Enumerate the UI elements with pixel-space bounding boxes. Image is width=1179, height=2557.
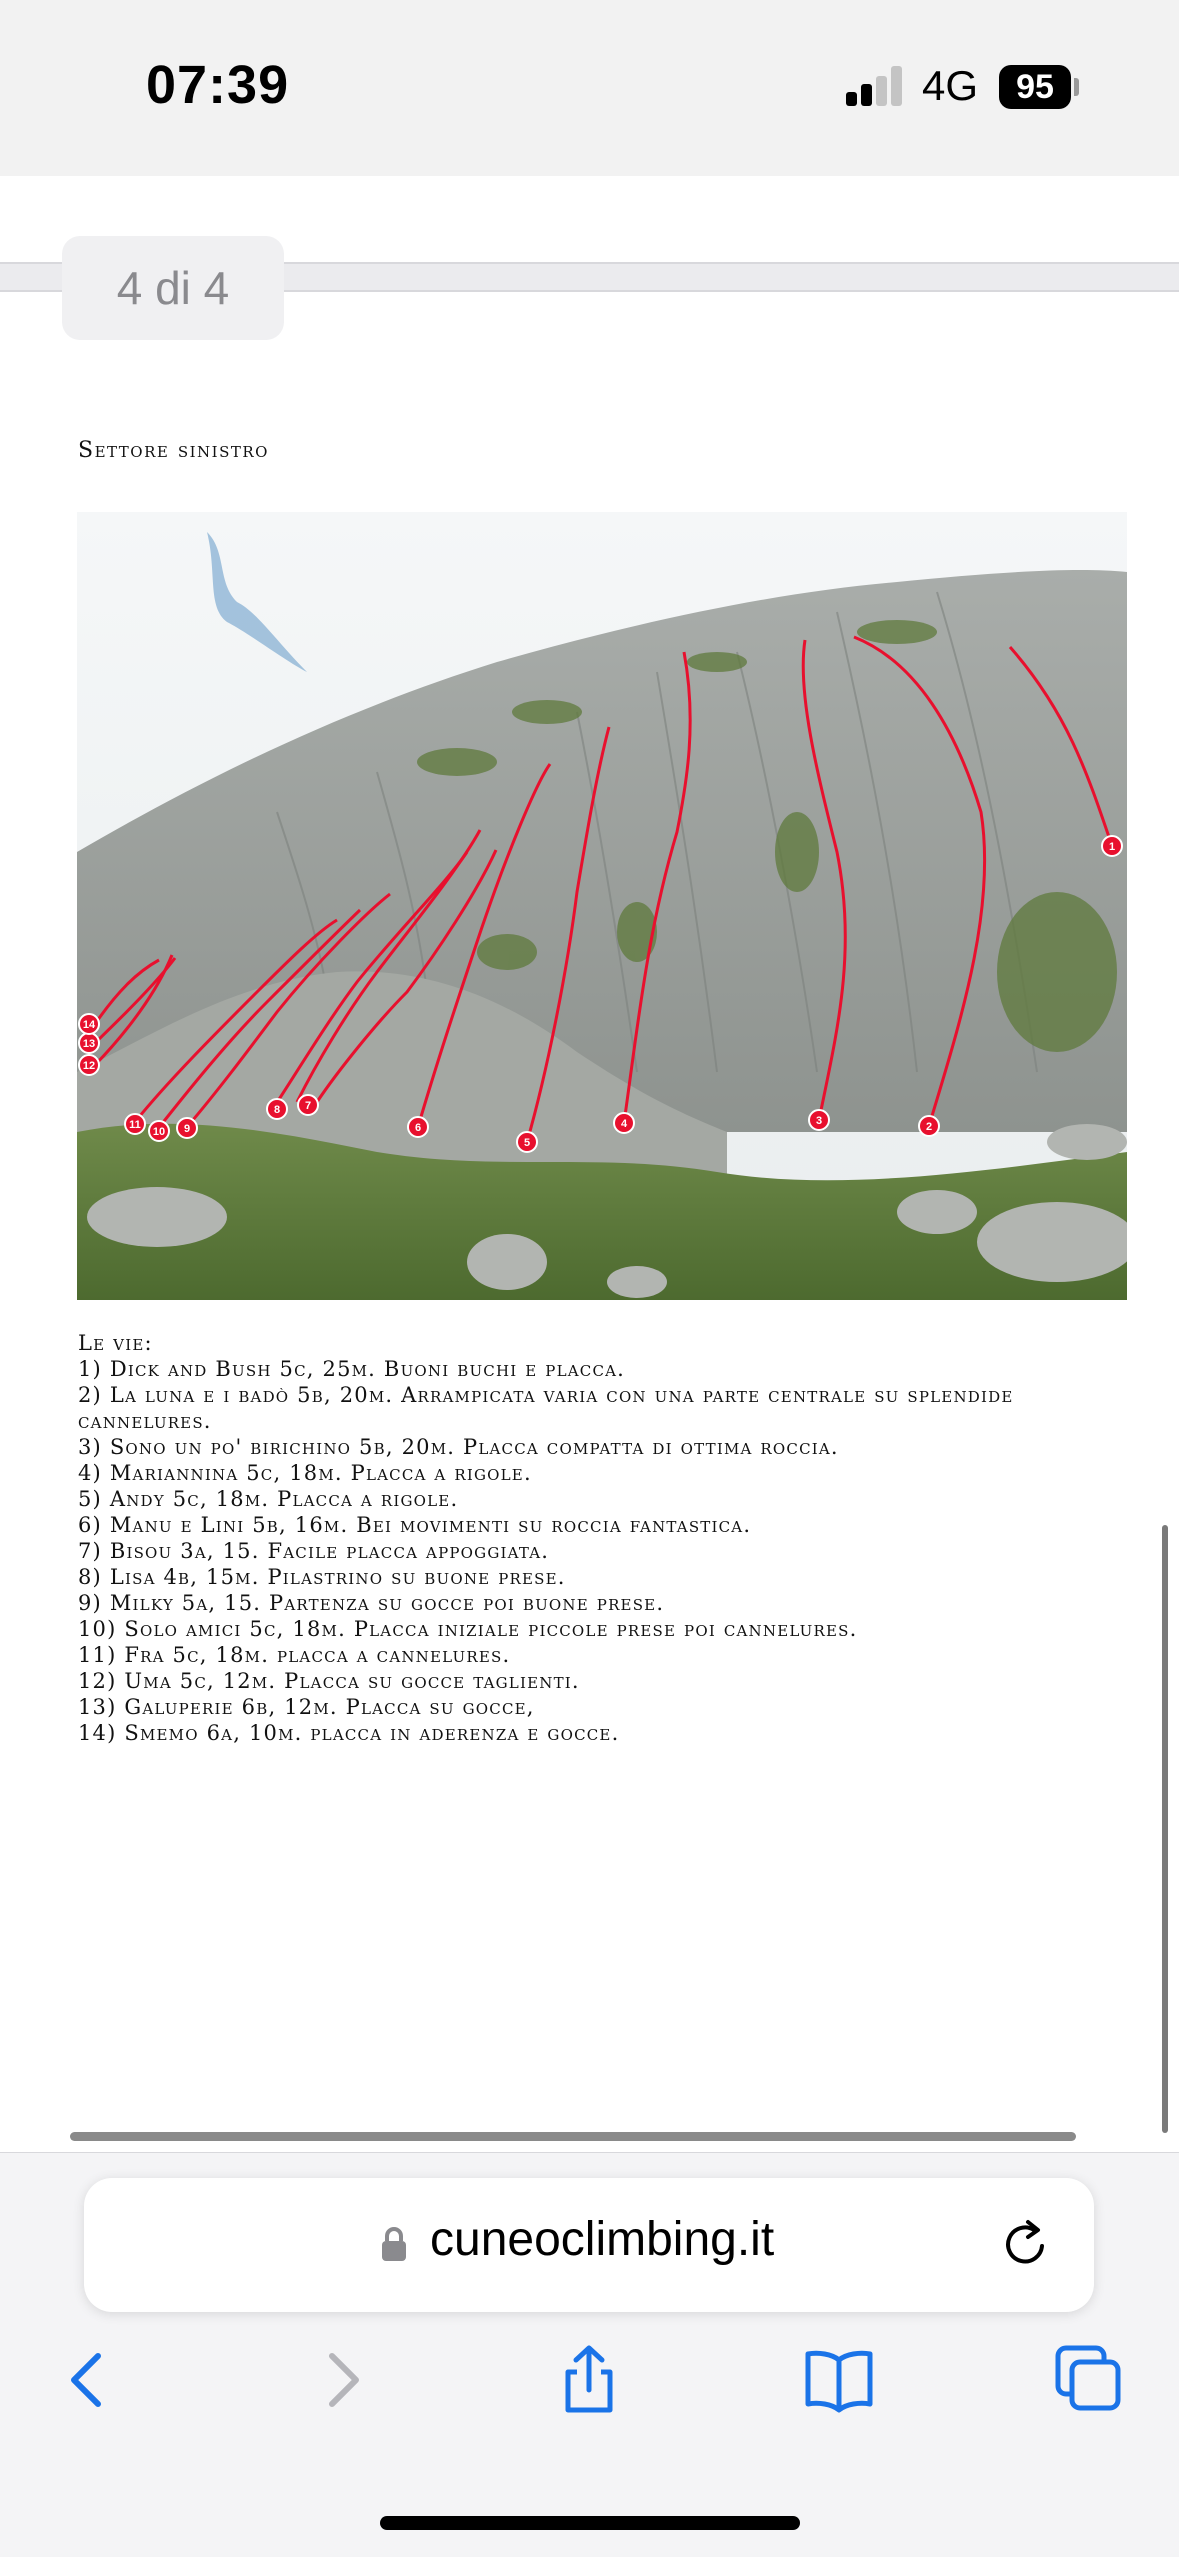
document-title: Settore sinistro (78, 438, 269, 463)
routes-list (78, 1330, 1128, 1746)
route-item: 12) Uma 5c, 12m. Placca su gocce taglienti. (78, 1669, 580, 1693)
status-bar (0, 0, 1179, 176)
route-marker: 14 (82, 1019, 96, 1031)
home-indicator (380, 2516, 800, 2530)
forward-icon[interactable] (308, 2344, 378, 2414)
route-marker: 2 (925, 1121, 933, 1133)
route-item: 13) Galuperie 6b, 12m. Placca su gocce, (78, 1695, 535, 1719)
share-icon[interactable] (554, 2344, 624, 2414)
route-item: 4) Mariannina 5c, 18m. Placca a rigole. (78, 1461, 532, 1485)
network-type: 4G (922, 62, 979, 109)
route-marker: 1 (1108, 841, 1116, 853)
horizontal-scrollbar[interactable] (70, 2132, 1076, 2141)
route-item: 10) Solo amici 5c, 18m. Placca iniziale piccole prese poi cannelures. (78, 1617, 858, 1641)
route-marker: 7 (304, 1100, 312, 1112)
route-marker: 10 (152, 1126, 166, 1138)
crag-photo (77, 512, 1127, 1300)
route-marker: 4 (620, 1118, 628, 1130)
back-icon[interactable] (52, 2344, 122, 2414)
route-item: 11) Fra 5c, 18m. placca a cannelures. (78, 1643, 511, 1667)
lock-icon (380, 2226, 408, 2262)
route-item: 3) Sono un po' birichino 5b, 20m. Placca compatta di ottima roccia. (78, 1435, 839, 1459)
page-indicator: 4 di 4 (62, 236, 284, 340)
tabs-icon[interactable] (1054, 2344, 1124, 2414)
route-marker: 12 (82, 1060, 96, 1072)
route-marker: 5 (523, 1137, 531, 1149)
route-marker: 13 (82, 1038, 96, 1050)
url-text[interactable]: cuneoclimbing.it (430, 2213, 775, 2266)
reload-icon[interactable] (998, 2216, 1054, 2272)
battery-level: 95 (999, 65, 1071, 109)
route-marker: 6 (414, 1122, 422, 1134)
cellular-signal-icon (846, 66, 904, 106)
route-marker: 3 (815, 1115, 823, 1127)
bookmarks-icon[interactable] (804, 2344, 874, 2414)
route-marker: 8 (273, 1104, 281, 1116)
route-marker: 11 (129, 1119, 141, 1131)
route-item: 1) Dick and Bush 5c, 25m. Buoni buchi e placca. (78, 1357, 626, 1381)
route-item: 6) Manu e Lini 5b, 16m. Bei movimenti su roccia fantastica. (78, 1513, 752, 1537)
vertical-scrollbar[interactable] (1162, 1525, 1168, 2133)
battery-icon (1074, 78, 1079, 96)
route-item: 5) Andy 5c, 18m. Placca a rigole. (78, 1487, 459, 1511)
route-item: 14) Smemo 6a, 10m. placca in aderenza e gocce. (78, 1721, 620, 1745)
route-item: 8) Lisa 4b, 15m. Pilastrino su buone prese. (78, 1565, 566, 1589)
route-item: 9) Milky 5a, 15. Partenza su gocce poi buone prese. (78, 1591, 665, 1615)
route-item: 2) La luna e i badò 5b, 20m. Arrampicata varia con una parte centrale su splendide cannelures. (78, 1383, 1014, 1433)
route-item: 7) Bisou 3a, 15. Facile placca appoggiata. (78, 1539, 550, 1563)
route-marker: 9 (183, 1123, 191, 1135)
status-time: 07:39 (146, 55, 290, 115)
routes-heading: Le vie: (78, 1331, 153, 1355)
